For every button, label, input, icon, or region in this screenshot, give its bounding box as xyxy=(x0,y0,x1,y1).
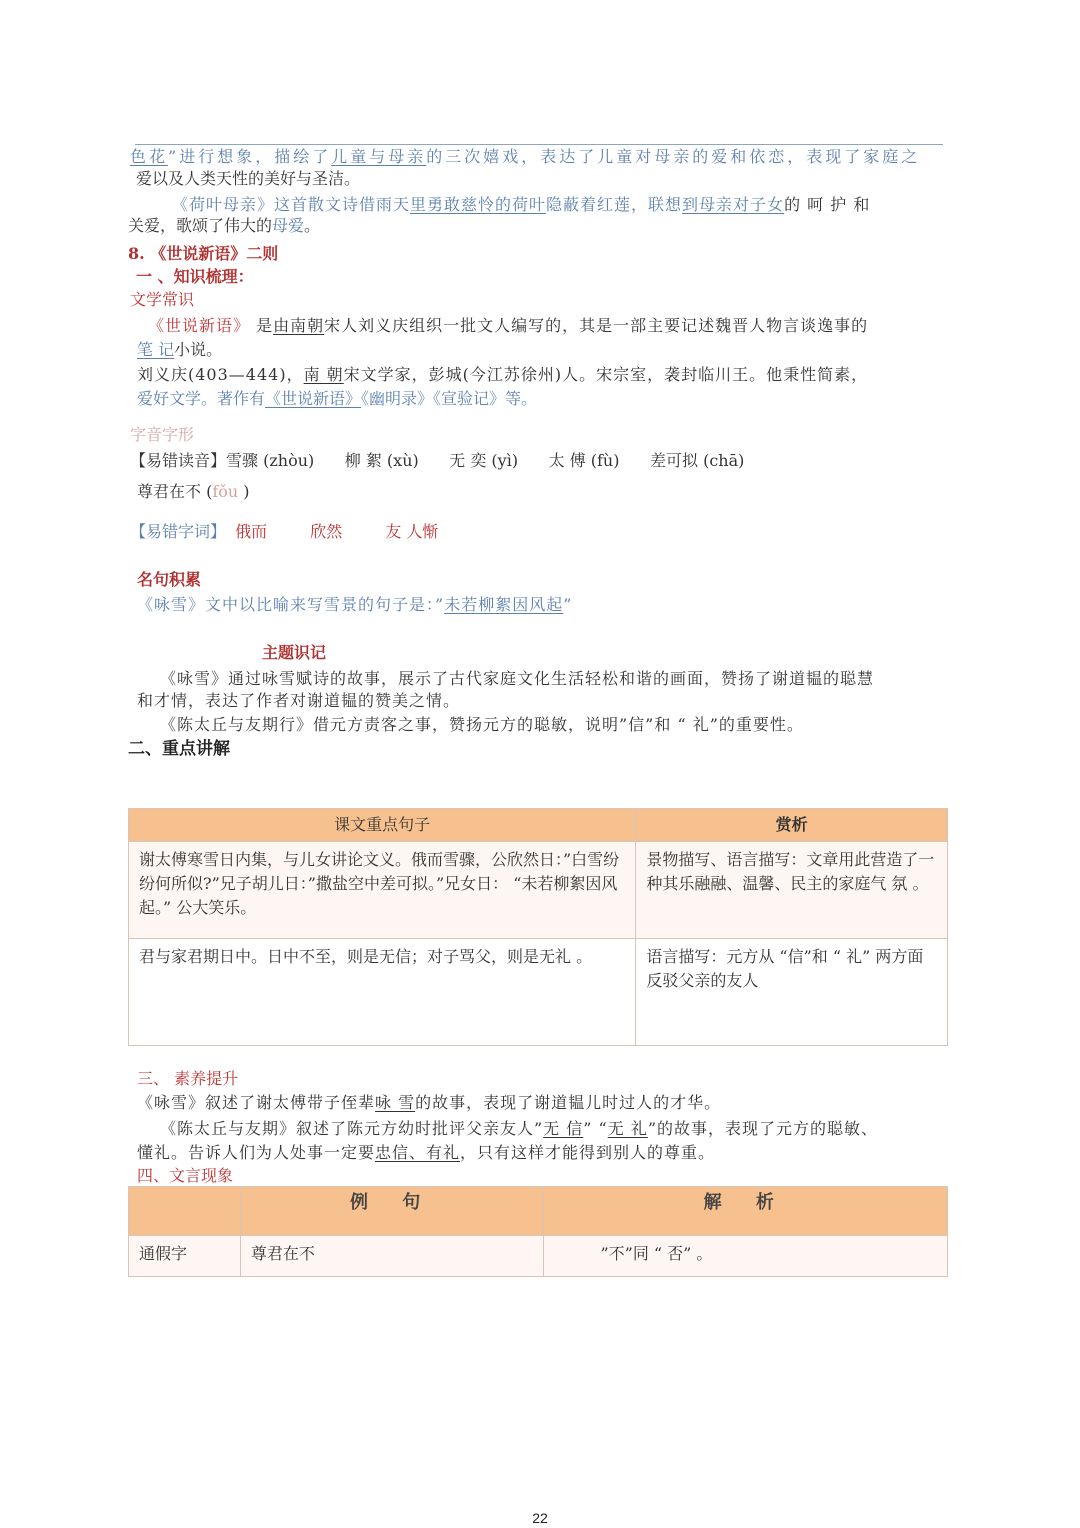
zici-item: 俄而 xyxy=(235,522,268,541)
text: ”的故事，表现了元方的聪敏、 xyxy=(647,1119,879,1138)
s3-line-1 xyxy=(137,1092,721,1114)
classical-phenomena-table xyxy=(128,1186,948,1277)
heading-zhuti: 主题识记 xyxy=(262,643,327,662)
pinyin: fǒu xyxy=(212,482,239,501)
text-underlined: 无 信 xyxy=(543,1119,584,1138)
text: 关爱，歌颂了伟大的 xyxy=(128,216,273,235)
table-header: 赏析 xyxy=(636,809,948,842)
text-underlined: 由南朝 xyxy=(273,316,325,335)
heading-wenxue: 文学常识 xyxy=(130,290,195,309)
table-cell: 尊君在不 xyxy=(240,1236,544,1277)
text: 的三次嬉戏，表达了儿童对母亲的爱和依恋，表现了家庭之 xyxy=(426,147,921,166)
section-title: 8. 《世说新语》二则 xyxy=(128,244,279,263)
subsection-heading-2: 二、重点讲解 xyxy=(128,739,230,759)
text: 小说。 xyxy=(174,340,223,359)
zhuti-line-2: 和才情，表达了作者对谢道韫的赞美之情。 xyxy=(137,691,461,710)
text-underlined: 南 朝 xyxy=(303,365,344,384)
table-cell: 语言描写：元方从 “信”和 “ 礼” 两方面反驳父亲的友人 xyxy=(636,939,948,1046)
text: 的 呵 护 和 xyxy=(784,195,871,214)
text: 母爱 xyxy=(272,216,305,235)
mingju-text xyxy=(137,594,572,616)
table-row xyxy=(129,939,948,1046)
text-underlined: 色花 xyxy=(130,147,169,166)
quote-underlined: 未若柳絮因风起 xyxy=(444,595,564,614)
text-underlined: 里勇敢慈怜的荷叶 xyxy=(410,195,547,214)
text: 是 xyxy=(250,316,274,335)
zici-label: 【易错字词】 xyxy=(130,522,227,541)
para-1 xyxy=(148,315,868,337)
heading-ziyin: 字音字形 xyxy=(130,425,195,444)
table-header-row xyxy=(129,809,948,842)
text: 《幽明录》《宣验记》等。 xyxy=(361,389,538,408)
text: ，只有这样才能得到别人的尊重。 xyxy=(460,1143,716,1162)
table-header: 例 句 xyxy=(240,1187,544,1236)
duyin-line: 【易错读音】雪骤 (zhòu) 柳 絮 (xù) 无 奕 (yì) 太 傅 (fù) 差可拟 (chā) xyxy=(130,451,745,470)
s3-line-3 xyxy=(137,1142,715,1164)
table-cell: ”不”同 “ 否” 。 xyxy=(544,1236,948,1277)
para-4 xyxy=(137,388,537,410)
para-2 xyxy=(137,339,222,361)
text: 《咏雪》文中以比喻来写雪景的句子是：” xyxy=(137,595,445,614)
book-title: 《世说新语》 xyxy=(265,389,362,408)
book-title: 《世说新语》 xyxy=(148,316,251,335)
text: 《陈太丘与友期》叙述了陈元方幼时批评父亲友人” xyxy=(160,1119,544,1138)
table-row xyxy=(129,1236,948,1277)
text: 懂礼。告诉人们为人处事一定要 xyxy=(137,1143,376,1162)
text-underlined: 到母亲对子女 xyxy=(682,195,785,214)
table-header-row xyxy=(129,1187,948,1236)
text-underlined: 儿童与母亲 xyxy=(331,147,427,166)
subsection-heading: 一 、知识梳理： xyxy=(136,267,254,286)
zici-line xyxy=(130,521,438,543)
zici-item: 欣然 xyxy=(310,522,343,541)
text-underlined: 笔 记 xyxy=(137,340,175,359)
para-3 xyxy=(137,364,868,386)
top-divider xyxy=(135,144,943,145)
text: 宋人刘义庆组织一批文人编写的，其是一部主要记述魏晋人物言谈逸事的 xyxy=(324,316,869,335)
table-cell: 景物描写、语言描写：文章用此营造了一种其乐融融、温馨、民主的家庭气 氛 。 xyxy=(636,842,948,939)
text-underlined: 无 礼 xyxy=(607,1119,648,1138)
table-header: 课文重点句子 xyxy=(129,809,636,842)
table-cell: 君与家君期日中。日中不至，则是无信；对子骂父，则是无礼 。 xyxy=(129,939,636,1046)
top-line-2: 爱以及人类天性的美好与圣洁。 xyxy=(136,169,361,188)
table-header xyxy=(129,1187,241,1236)
text: 隐蔽着红莲，联想 xyxy=(546,195,683,214)
text: 的故事，表现了谢道韫儿时过人的才华。 xyxy=(415,1093,722,1112)
zhuti-line-3: 《陈太丘与友期行》借元方责客之事，赞扬元方的聪敏，说明”信”和 “ 礼”的重要性。 xyxy=(160,715,804,734)
text: 《荷叶母亲》这首散文诗借雨天 xyxy=(172,195,411,214)
text: 刘义庆(403—444)， xyxy=(137,365,304,384)
table-cell: 通假字 xyxy=(129,1236,241,1277)
text: 。 xyxy=(304,216,321,235)
heading-mingju: 名句积累 xyxy=(137,570,202,589)
text: ”进行想象，描绘了 xyxy=(168,147,332,166)
text-underlined: 咏 雪 xyxy=(375,1093,416,1112)
top-line-3 xyxy=(172,194,870,216)
text: 宋文学家，彭城(今江苏徐州)人。宋宗室，袭封临川王。他秉性简素， xyxy=(343,365,869,384)
text: 尊君在不 ( xyxy=(137,482,213,501)
text: ” “ xyxy=(583,1119,608,1138)
section-3-title: 三、 素养提升 xyxy=(137,1069,239,1088)
text: ) xyxy=(238,482,250,501)
text: 爱好文学。著作有 xyxy=(137,389,266,408)
text-underlined: 忠信、有礼 xyxy=(375,1143,461,1162)
table-cell: 谢太傅寒雪日内集，与儿女讲论文义。俄而雪骤，公欣然日：”白雪纷纷何所似?”兄子胡儿日：”撒盐空中差可拟。”兄女日： “未若柳絮因风起。” 公大笑乐。 xyxy=(129,842,636,939)
table-row xyxy=(129,842,948,939)
top-line-1 xyxy=(130,146,920,168)
text: ” xyxy=(563,595,573,614)
subsection-heading-4: 四、文言现象 xyxy=(137,1166,234,1185)
page-number: 22 xyxy=(532,1510,548,1526)
zici-item: 友 人惭 xyxy=(385,522,439,541)
zhuti-line-1: 《咏雪》通过咏雪赋诗的故事，展示了古代家庭文化生活轻松和谐的画面，赞扬了谢道韫的聪慧 xyxy=(160,669,875,688)
table-header: 解 析 xyxy=(544,1187,948,1236)
text: 《咏雪》叙述了谢太傅带子侄辈 xyxy=(137,1093,376,1112)
duyin-line-2 xyxy=(137,481,250,503)
s3-line-2 xyxy=(160,1118,878,1140)
top-line-4 xyxy=(128,215,320,237)
key-sentences-table xyxy=(128,808,948,1046)
